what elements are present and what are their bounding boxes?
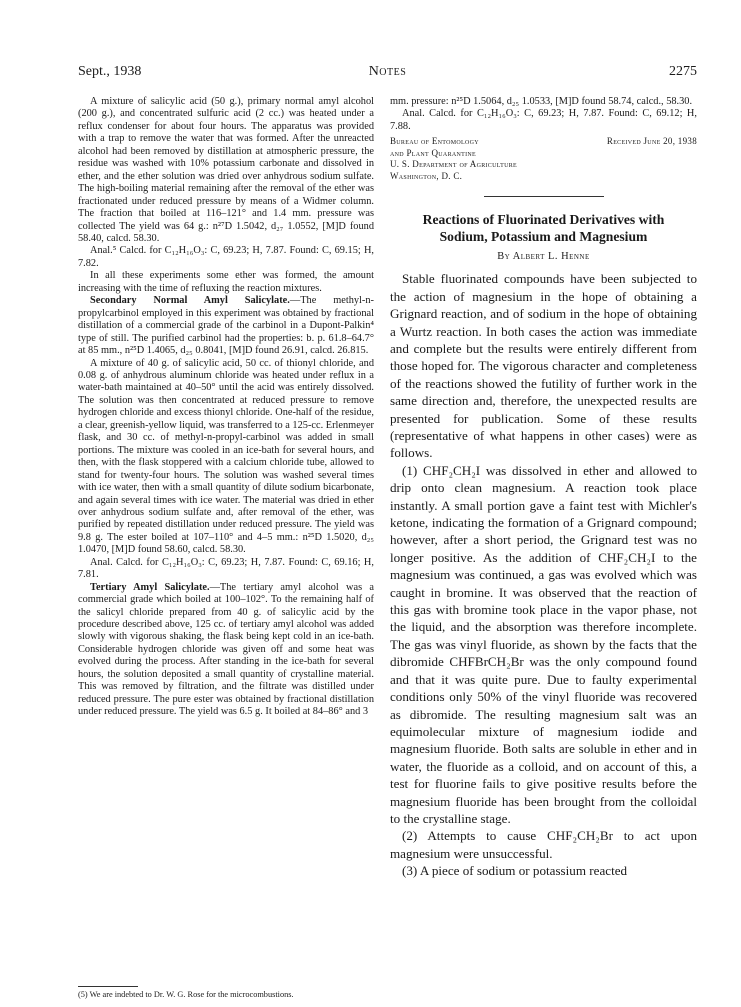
continuation-tertiary-amyl: mm. pressure: n²⁵D 1.5064, d₂₅ 1.0533, [M]D found 58.74, calcd., 58.30. <box>390 96 693 107</box>
paragraph-secondary-amyl <box>78 295 374 357</box>
footnote: (5) We are indebted to Dr. W. G. Rose for the microcombustions. <box>78 990 294 999</box>
paragraph-item-3: (3) A piece of sodium or potassium reacted <box>402 863 628 879</box>
paragraph-primary-amyl: A mixture of salicylic acid (50 g.), primary normal amyl alcohol (200 g.), and concentrated sulfuric acid (2 cc.) was heated under a reflux condenser for about four hours. The apparatus was provided with a trap to remove the water that was formed. After the unreacted alcohol had been removed by distillation at atmospheric pressure, the residue was washed with 10% potassium carbonate and dissolved in ether, and the ether solution was dried over anhydrous sodium sulfate. The high-boiling material remaining after the removal of the ether was fractionated under reduced pressure by means of a Widmer column. The fraction that boiled at 116–121° and 1.4 mm. pressure was collected The yield was 64 g.: n²⁷D 1.5042, d₂₇ 1.0552, [M]D found 58.40, calcd. 58.30. <box>78 96 374 244</box>
article-title-line-1: Reactions of Fluorinated Derivatives with <box>422 212 665 228</box>
text-secondary-amyl: —The methyl-n-propylcarbinol employed in this experiment was obtained by fractional distillation of a commercial grade of the carbinol in a Dupont-Palkin⁴ type of still. The purified carbinol had the properties: b. p. 61.8–64.7° at 85 mm., n²⁵D 1.4065, d₂₅ 0.8041, [M]D found 26.91, calcd. 26.815. <box>78 295 374 357</box>
paragraph-intro: Stable fluorinated compounds have been subjected to the action of magnesium in the hope of obtaining a Grignard reaction, and of sodium in the hope of obtaining a Wurtz reaction. In both cases the action was immediate and complete but the results were entirely different from those hoped for. The vigorous character and completeness of the reactions showed the futility of further work in the same direction and, therefore, the unexpected results are presented for publication. Some of these results (representative of what happens in other cases) were as follows. <box>390 271 697 461</box>
paragraph-ether-note: In all these experiments some ether was formed, the amount increasing with the time of refluxing the reaction mixtures. <box>78 270 374 294</box>
author-address <box>390 136 697 182</box>
header-date: Sept., 1938 <box>78 64 142 79</box>
text-tertiary-amyl: —The tertiary amyl alcohol was a commercial grade which boiled at 100–102°. To the remaining half of the salicyl chloride prepared from 40 g. of salicylic acid by the procedure described above, 125 cc. of tertiary amyl alcohol was added slowly with vigorous shaking, the flask being kept cold in an ice-bath. Considerable hydrogen chloride was given off and some heat was evolved during the process. After standing in the ice-bath for several hours, the solution deposited a small quantity of crystalline material. This was removed by filtration, and the filtrate was distilled under reduced pressure. The pure ester was obtained by fractional distillation under reduced pressure. The yield was 6.5 g. It boiled at 84–86° and 3 <box>78 581 374 718</box>
analysis-primary-amyl: Anal.⁵ Calcd. for C₁₂H₁₆O₃: C, 69.23; H, 7.87. Found: C, 69.15; H, 7.82. <box>78 245 374 269</box>
address-bureau: Bureau of Entomology <box>390 136 479 147</box>
left-column <box>78 96 374 719</box>
analysis-secondary-amyl: Anal. Calcd. for C₁₂H₁₆O₃: C, 69.23; H, 7.87. Found: C, 69.16; H, 7.81. <box>78 556 374 581</box>
article-byline: By Albert L. Henne <box>497 251 590 263</box>
paragraph-item-2: (2) Attempts to cause CHF₂CH₂Br to act upon magnesium were unsuccessful. <box>390 828 697 861</box>
address-line-3: U. S. Department of Agriculture <box>390 159 518 170</box>
paragraph-item-1: (1) CHF₂CH₂I was dissolved in ether and allowed to drip onto clean magnesium. A reaction took place instantly. A small portion gave a faint test with Michler's ketone, indicating the formation of a Grignard compound; however, after a short period, the Grignard test was no longer positive. As the addition of CHF₂CH₂I to the magnesium was continued, a gas was evolved which was caught in bromine. It was observed that the reaction of this gas with bromine took place in the vapor phase, not the liquid, and the absorption was therefore incomplete. The gas was vinyl fluoride, as shown by the facts that the dibromide CHFBrCH₂Br was the only compound found and that it was quite pure. Due to faulty experimental conditions only 50% of the vinyl fluoride was recovered as dibromide. The resulting magnesium salt was an equimolecular mixture of magnesium iodide and magnesium fluoride. Both salts are soluble in ether and in water, the fluoride as a colloid, and on account of this, a test for fluorine fails to give positive results before the magnesium fluoride has been brought from the colloidal to the crystalline stage. <box>390 462 697 826</box>
paragraph-tertiary-amyl <box>78 582 374 719</box>
page-header <box>78 64 697 84</box>
analysis-tertiary-amyl: Anal. Calcd. for C₁₂H₁₆O₃: C, 69.23; H, 7.87. Found: C, 69.12; H, 7.88. <box>390 108 697 132</box>
address-line-4: Washington, D. C. <box>390 170 463 181</box>
paragraph-thionyl-chloride: A mixture of 40 g. of salicylic acid, 50 cc. of thionyl chloride, and 0.08 g. of anhydrous aluminum chloride was heated under reflux in a water-bath maintained at 40–50° until the acid was entirely dissolved. The solution was then concentrated at reduced pressure to remove hydrogen chloride and excess thionyl chloride. One-half of the residue, a clear, greenish-yellow liquid, was transferred to a 125-cc. Erlenmeyer flask, and 30 cc. of methyl-n-propyl-carbinol was added in small portions. The mixture was cooled in an ice-bath for several hours, and then, with the flask stoppered with a calcium chloride tube, allowed to stand for twenty-four hours. The solution was washed several times with ice water, then with a small quantity of dilute sodium bicarbonate, and again several times with ice water. The material was dried in ether over anhydrous sodium sulfate and, after removal of the ether, was purified by repeated distillation under reduced pressure. The yield was 9.8 g. The ester boiled at 107–110° and 4–5 mm.: n²⁵D 1.5020, d₂₅ 1.0470, [M]D found 58.60, calcd. 58.30. <box>78 357 374 556</box>
article-title <box>390 211 697 245</box>
header-page-number: 2275 <box>669 64 697 79</box>
article-divider <box>484 196 604 197</box>
received-date: Received June 20, 1938 <box>606 136 697 147</box>
header-section: Notes <box>368 64 407 79</box>
heading-secondary-amyl: Secondary Normal Amyl Salicylate. <box>90 295 290 307</box>
heading-tertiary-amyl: Tertiary Amyl Salicylate. <box>90 581 210 593</box>
address-row-1 <box>390 136 697 148</box>
footnote-rule <box>78 986 138 987</box>
right-column <box>390 96 697 880</box>
address-line-2: and Plant Quarantine <box>390 147 476 158</box>
article-title-line-2: Sodium, Potassium and Magnesium <box>439 229 648 245</box>
